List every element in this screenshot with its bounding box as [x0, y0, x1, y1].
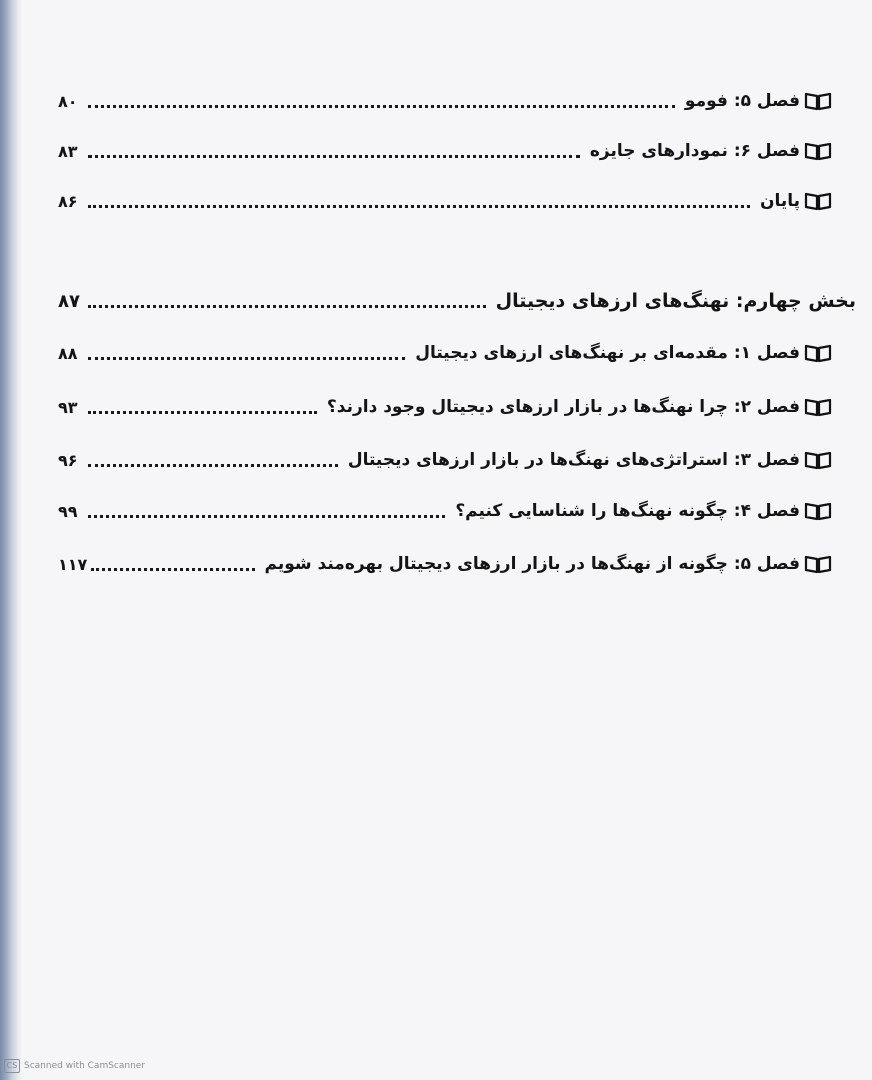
- dot-leader: [88, 464, 338, 467]
- book-icon: [804, 397, 832, 417]
- toc-entry: [58, 336, 832, 370]
- toc-entry: [58, 443, 832, 477]
- toc-entry-page: ۹۳: [58, 397, 78, 417]
- book-icon: [804, 191, 832, 211]
- book-icon: [804, 501, 832, 521]
- book-icon: [804, 554, 832, 574]
- section-heading: [58, 284, 856, 318]
- book-binding-edge: [0, 0, 22, 1080]
- dot-leader: [88, 155, 580, 158]
- toc-entry-title: فصل ۱: مقدمه‌ای بر نهنگ‌های ارزهای دیجیتال: [415, 343, 800, 363]
- toc-entry-title: پایان: [759, 191, 800, 211]
- toc-entry: [58, 134, 832, 168]
- dot-leader: [88, 357, 405, 360]
- toc-entry-page: ۸۸: [58, 343, 78, 363]
- toc-entry: [58, 494, 832, 528]
- toc-entry-page: ۹۶: [58, 450, 78, 470]
- dot-leader: [88, 411, 317, 414]
- book-icon: [804, 343, 832, 363]
- toc-entry-page: ۸۶: [58, 191, 78, 211]
- toc-entry-page: ۸۰: [58, 91, 78, 111]
- section-page: ۸۷: [58, 290, 80, 312]
- toc-entry: [58, 390, 832, 424]
- dot-leader: [88, 205, 750, 208]
- toc-entry: [58, 84, 832, 118]
- toc-entry-title: فصل ۵: چگونه از نهنگ‌ها در بازار ارزهای دیجیتال بهره‌مند شویم: [264, 554, 800, 574]
- toc-entry-page: ۱۱۷: [58, 554, 88, 574]
- section-title: بخش چهارم: نهنگ‌های ارزهای دیجیتال: [495, 290, 856, 312]
- book-icon: [804, 141, 832, 161]
- toc-entry: [58, 184, 832, 218]
- toc-entry: [58, 547, 832, 581]
- camscanner-logo: CS: [4, 1059, 20, 1073]
- toc-entry-page: ۸۳: [58, 141, 78, 161]
- toc-entry-page: ۹۹: [58, 501, 78, 521]
- dot-leader: [88, 515, 445, 518]
- dot-leader: [88, 305, 486, 308]
- toc-entry-title: فصل ۲: چرا نهنگ‌ها در بازار ارزهای دیجیتال وجود دارند؟: [326, 397, 800, 417]
- toc-entry-title: فصل ۳: استراتژی‌های نهنگ‌ها در بازار ارزهای دیجیتال: [347, 450, 800, 470]
- toc-entry-title: فصل ۴: چگونه نهنگ‌ها را شناسایی کنیم؟: [455, 501, 800, 521]
- watermark-text: Scanned with CamScanner: [24, 1061, 146, 1071]
- book-icon: [804, 450, 832, 470]
- dot-leader: [91, 568, 254, 571]
- book-icon: [804, 91, 832, 111]
- toc-entry-title: فصل ۵: فومو: [684, 91, 800, 111]
- scanner-watermark: [4, 1059, 145, 1073]
- dot-leader: [88, 105, 675, 108]
- toc-entry-title: فصل ۶: نمودارهای جایزه: [589, 141, 800, 161]
